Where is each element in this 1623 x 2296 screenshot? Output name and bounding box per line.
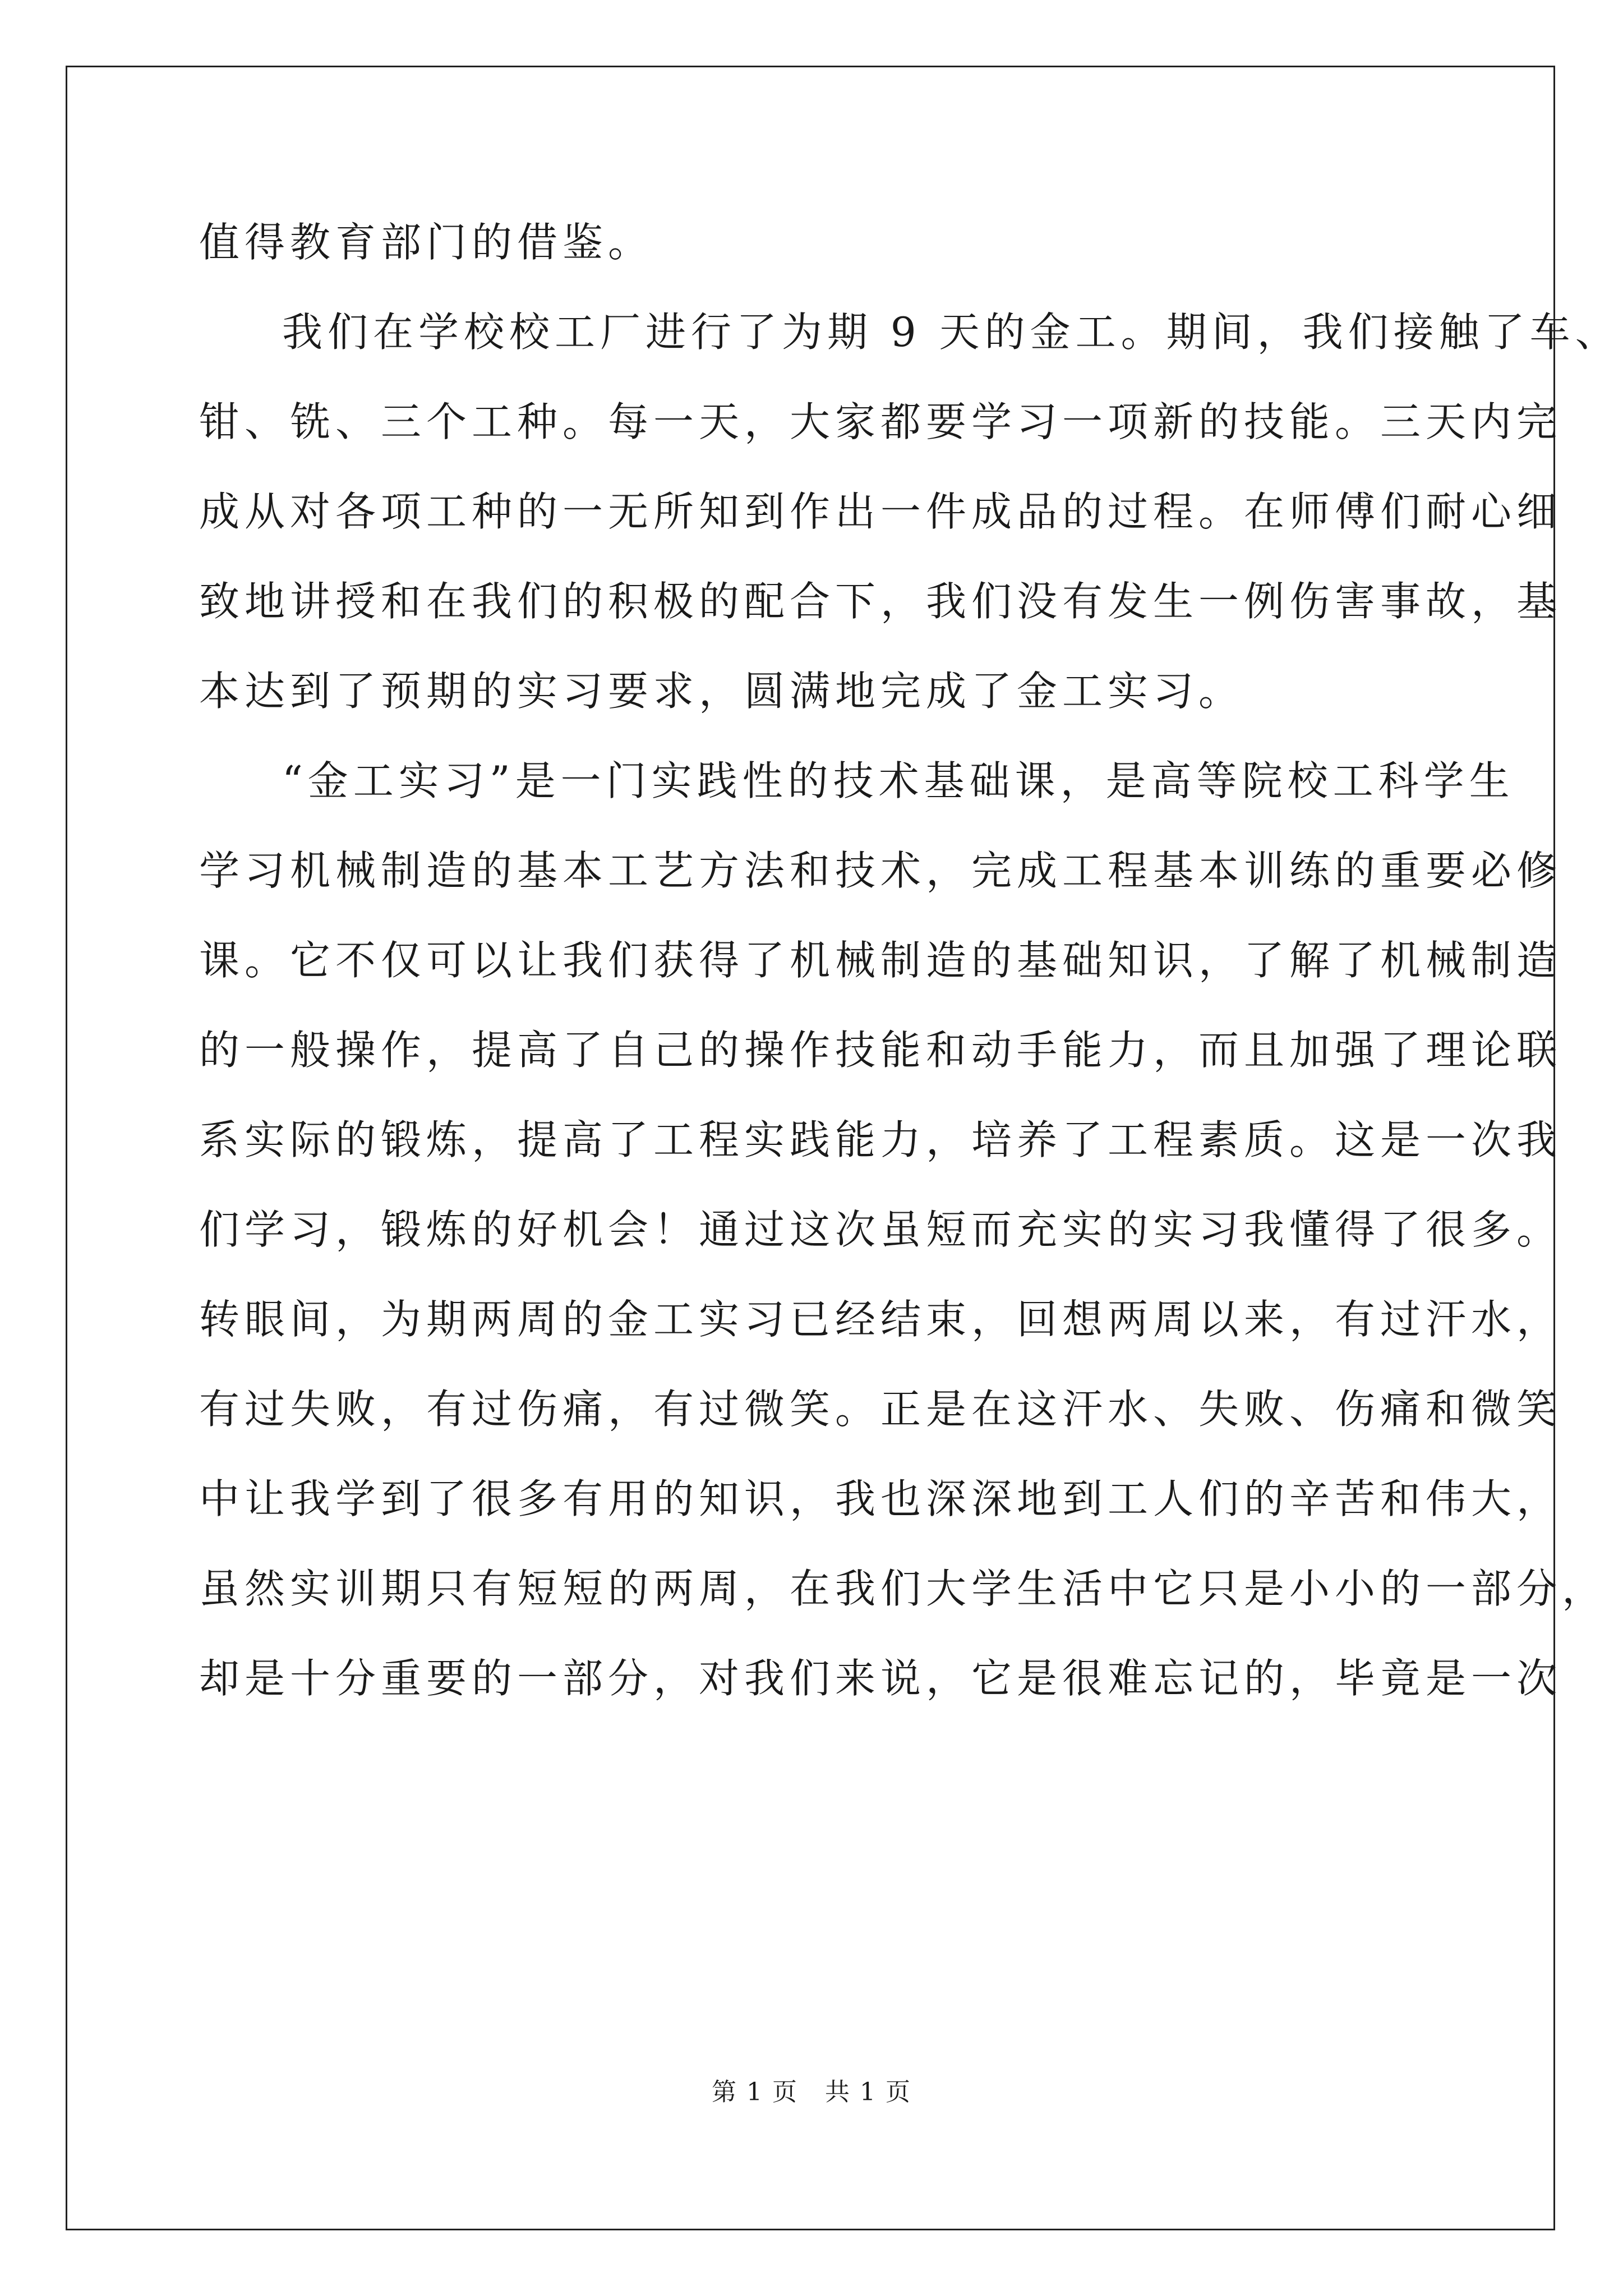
- document-body: [199, 197, 1621, 1723]
- text-line: 本达到了预期的实习要求，圆满地完成了金工实习。: [199, 668, 1244, 715]
- text-line: 中让我学到了很多有用的知识，我也深深地到工人们的辛苦和伟大，: [199, 1475, 1562, 1522]
- text-line: 的一般操作，提高了自己的操作技能和动手能力，而且加强了理论联: [199, 1027, 1562, 1074]
- page-number-total: 共 1 页: [825, 2078, 911, 2106]
- text-line: 学习机械制造的基本工艺方法和技术，完成工程基本训练的重要必修: [199, 847, 1562, 894]
- text-line: 致地讲授和在我们的积极的配合下，我们没有发生一例伤害事故，基: [199, 578, 1562, 625]
- text-line: 成从对各项工种的一无所知到作出一件成品的过程。在师傅们耐心细: [199, 488, 1562, 535]
- text-line: “金工实习”是一门实践性的技术基础课，是高等院校工科学生: [282, 757, 1515, 804]
- page-footer: [0, 2076, 1623, 2109]
- text-line: 值得教育部门的借鉴。: [199, 219, 654, 266]
- text-line: 课。它不仅可以让我们获得了机械制造的基础知识，了解了机械制造: [199, 937, 1562, 984]
- text-line: 转眼间，为期两周的金工实习已经结束，回想两周以来，有过汗水，: [199, 1296, 1562, 1343]
- text-line: 虽然实训期只有短短的两周，在我们大学生活中它只是小小的一部分，: [199, 1565, 1608, 1612]
- page-number-current: 第 1 页: [712, 2078, 798, 2106]
- text-line: 系实际的锻炼，提高了工程实践能力，培养了工程素质。这是一次我: [199, 1116, 1562, 1163]
- text-line: 钳、铣、三个工种。每一天，大家都要学习一项新的技能。三天内完: [199, 398, 1562, 445]
- text-line: 有过失败，有过伤痛，有过微笑。正是在这汗水、失败、伤痛和微笑: [199, 1386, 1562, 1433]
- text-line: 们学习，锻炼的好机会！通过这次虽短而充实的实习我懂得了很多。: [199, 1206, 1562, 1253]
- text-line: 却是十分重要的一部分，对我们来说，它是很难忘记的，毕竟是一次: [199, 1655, 1562, 1702]
- text-line: 我们在学校校工厂进行了为期 9 天的金工。期间，我们接触了车、: [282, 309, 1621, 356]
